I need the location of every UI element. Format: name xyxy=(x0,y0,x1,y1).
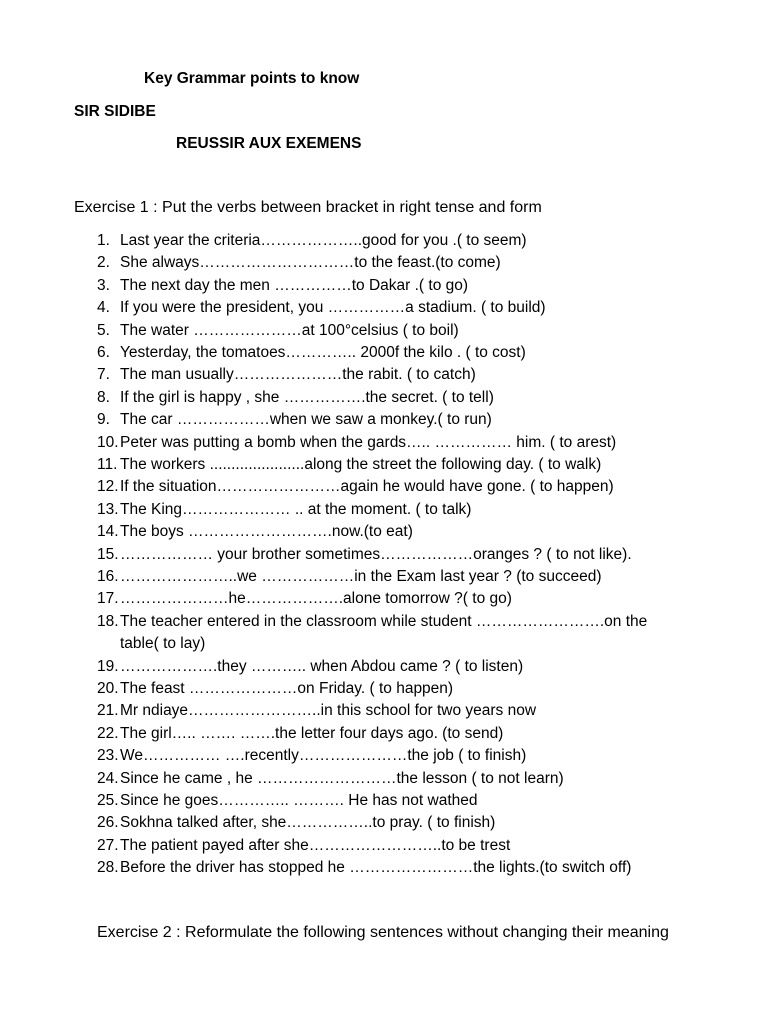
item-number: 10. xyxy=(97,433,119,451)
item-text: Before the driver has stopped he ……………………the lights.(to switch off) xyxy=(120,859,632,877)
item-number: 28. xyxy=(97,859,119,877)
item-number: 17. xyxy=(97,590,119,608)
item-text: The teacher entered in the classroom while student …………………….on the table( to lay) xyxy=(120,612,648,653)
item-text: The boys ……………………….now.(to eat) xyxy=(120,523,413,541)
item-text: The feast …………………on Friday. ( to happen) xyxy=(120,680,454,697)
item-number: 13. xyxy=(97,500,119,518)
item-text: ……………….they ……….. when Abdou came ? ( to listen) xyxy=(120,657,524,675)
item-number: 27. xyxy=(97,836,119,854)
item-text: The water …………………at 100°celsius ( to boil) xyxy=(120,321,459,339)
item-text: Since he came , he ………………………the lesson ( to not learn) xyxy=(120,769,564,787)
item-number: 21. xyxy=(97,702,119,720)
item-number: 6. xyxy=(97,344,110,361)
item-text: The next day the men ……………to Dakar .( to go) xyxy=(120,276,469,294)
item-text: Since he goes………….. ………. He has not wathed xyxy=(120,792,478,809)
item-text: We…………… ….recently…………………the job ( to finish) xyxy=(120,747,527,765)
item-text: Sokhna talked after, she……………..to pray. ( to finish) xyxy=(120,814,496,832)
item-number: 20. xyxy=(97,680,119,697)
item-number: 3. xyxy=(97,276,110,294)
item-number: 8. xyxy=(97,388,110,406)
item-number: 15. xyxy=(97,545,119,563)
item-number: 7. xyxy=(97,366,110,384)
item-text: Mr ndiaye……………………..in this school for two years now xyxy=(120,702,537,720)
document-title: Key Grammar points to know xyxy=(144,70,360,87)
item-text: The girl….. ……. …….the letter four days ago. (to send) xyxy=(120,724,504,742)
item-number: 2. xyxy=(97,254,110,272)
item-number: 11. xyxy=(97,456,118,473)
item-text: The man usually…………………the rabit. ( to catch) xyxy=(120,366,476,384)
item-text: The workers ......................along the street the following day. ( to walk) xyxy=(120,456,602,473)
item-number: 23. xyxy=(97,747,119,765)
item-number: 1. xyxy=(97,232,110,249)
item-text: She always…………………………to the feast.(to come) xyxy=(120,254,501,272)
item-text: …………………..we ………………in the Exam last year ? (to succeed) xyxy=(120,568,602,585)
item-text: If the girl is happy , she …………….the secret. ( to tell) xyxy=(120,388,494,406)
item-text: ……………… your brother sometimes………………oranges ? ( to not like). xyxy=(120,545,632,563)
item-number: 16. xyxy=(97,568,119,585)
item-number: 25. xyxy=(97,792,119,809)
item-number: 5. xyxy=(97,321,110,339)
item-number: 22. xyxy=(97,724,119,742)
item-number: 9. xyxy=(97,411,110,429)
item-number: 14. xyxy=(97,523,119,541)
item-text: Yesterday, the tomatoes………….. 2000f the kilo . ( to cost) xyxy=(120,344,526,361)
item-text: If you were the president, you ……………a stadium. ( to build) xyxy=(120,299,546,317)
item-number: 26. xyxy=(97,814,119,832)
item-text: The car ………………when we saw a monkey.( to run) xyxy=(120,411,492,429)
item-text: The patient payed after she……………………..to be trest xyxy=(120,836,511,854)
item-text: Last year the criteria………………..good for you .( to seem) xyxy=(120,232,527,249)
item-number: 24. xyxy=(97,769,119,787)
item-text: …………………he……………….alone tomorrow ?( to go) xyxy=(120,590,512,608)
item-text: If the situation……………………again he would have gone. ( to happen) xyxy=(120,478,614,496)
item-text: Peter was putting a bomb when the gards….. …………… him. ( to arest) xyxy=(120,433,617,451)
item-number: 12. xyxy=(97,478,119,496)
author-name: SIR SIDIBE xyxy=(74,103,156,120)
document-subtitle: REUSSIR AUX EXEMENS xyxy=(176,135,362,152)
item-number: 19. xyxy=(97,657,119,675)
item-text: The King………………… .. at the moment. ( to talk) xyxy=(120,500,472,518)
item-number: 18. xyxy=(97,612,119,630)
exercise-1-heading: Exercise 1 : Put the verbs between bracket in right tense and form xyxy=(74,199,542,216)
exercise-2-heading: Exercise 2 : Reformulate the following sentences without changing their meaning xyxy=(97,924,669,941)
item-number: 4. xyxy=(97,299,110,317)
